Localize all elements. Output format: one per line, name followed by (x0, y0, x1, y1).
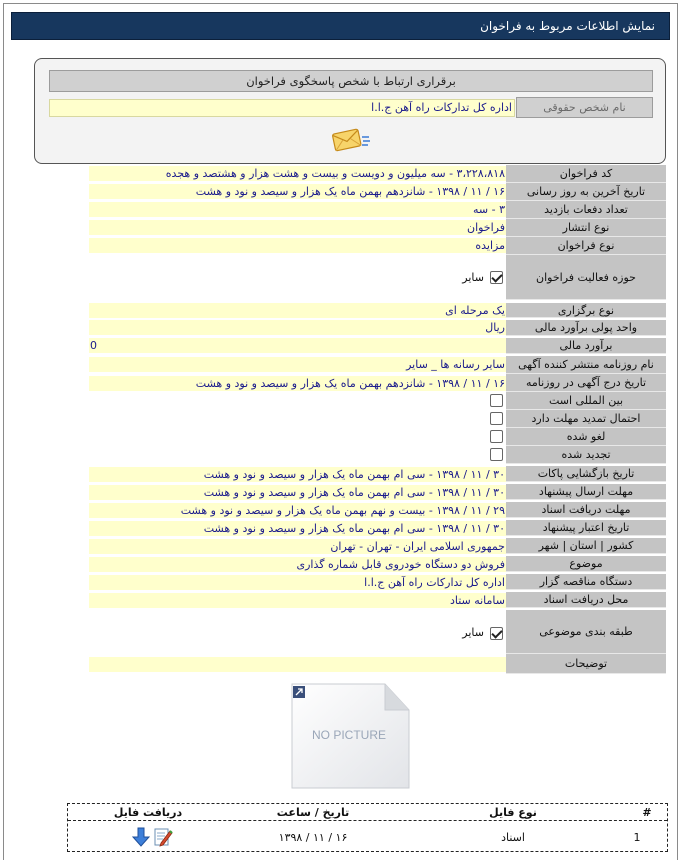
description-value (89, 657, 506, 672)
update-date-label: تاریخ آخرین به روز رسانی (506, 183, 666, 201)
doc-place-value: سامانه ستاد (89, 593, 506, 608)
row-international (0, 392, 681, 410)
row-renewed (0, 446, 681, 464)
row-visits (0, 201, 681, 219)
newspaper-value: سایر رسانه ها _ سایر (89, 357, 506, 372)
download-arrow-icon[interactable] (130, 826, 152, 848)
row-subject (0, 554, 681, 572)
doc-place-label: محل دریافت اسناد (506, 592, 666, 608)
doc-deadline-value: ۲۹ / ۱۱ / ۱۳۹۸ - بیست و نهم بهمن ماه یک هزار و سیصد و نود و هشت (89, 503, 506, 518)
table-row (68, 822, 667, 852)
row-category (0, 608, 681, 654)
offer-validity-label: تاریخ اعتبار پیشنهاد (506, 520, 666, 536)
call-type-value: مزایده (89, 238, 506, 253)
row-call-type (0, 237, 681, 255)
opening-date-value: ۳۰ / ۱۱ / ۱۳۹۸ - سی ام بهمن ماه یک هزار و سیصد و نود و هشت (89, 467, 506, 482)
offer-validity-value: ۳۰ / ۱۱ / ۱۳۹۸ - سی ام بهمن ماه یک هزار و سیصد و نود و هشت (89, 521, 506, 536)
row-datetime: ۱۶ / ۱۱ / ۱۳۹۸ (278, 830, 348, 844)
publish-type-label: نوع انتشار (506, 219, 666, 237)
header-datetime: تاریخ / ساعت (276, 805, 350, 819)
row-offer-validity (0, 518, 681, 536)
visits-label: تعداد دفعات بازدید (506, 201, 666, 219)
ad-date-label: تاریخ درج آگهی در روزنامه (506, 374, 666, 392)
category-checkbox[interactable] (490, 627, 503, 640)
row-location (0, 536, 681, 554)
row-newspaper (0, 354, 681, 374)
location-label: کشور | استان | شهر (506, 538, 666, 554)
subject-value: فروش دو دستگاه خودروی قابل شماره گذاری (89, 557, 506, 572)
row-publish-type (0, 219, 681, 237)
row-doc-deadline (0, 500, 681, 518)
category-label: طبقه بندی موضوعی (506, 610, 666, 654)
header-index: # (642, 805, 652, 819)
estimate-value: 0 (89, 338, 506, 353)
edit-note-icon[interactable] (152, 826, 174, 848)
activity-area-option: سایر (462, 271, 484, 284)
call-type-label: نوع فراخوان (506, 237, 666, 255)
row-doc-place (0, 590, 681, 608)
subject-label: موضوع (506, 556, 666, 572)
row-activity-area (0, 255, 681, 300)
row-index: 1 (633, 830, 641, 844)
row-description (0, 654, 681, 674)
legal-entity-value: اداره کل تدارکات راه آهن ج.ا.ا (49, 99, 515, 117)
contact-header: برقراری ارتباط با شخص پاسخگوی فراخوان (49, 70, 653, 92)
tender-org-label: دستگاه مناقصه گزار (506, 574, 666, 590)
location-value: جمهوری اسلامی ایران - تهران - تهران (89, 539, 506, 554)
cancelled-label: لغو شده (506, 428, 666, 446)
contact-panel (34, 58, 666, 164)
legal-entity-label: نام شخص حقوقی (516, 97, 653, 118)
row-estimate (0, 336, 681, 354)
newspaper-label: نام روزنامه منتشر کننده آگهی (506, 356, 666, 374)
holding-type-value: یک مرحله ای (89, 303, 506, 318)
activity-area-checkbox[interactable] (490, 271, 503, 284)
header-download: دریافت فایل (113, 805, 183, 819)
row-offer-deadline (0, 482, 681, 500)
page-title: نمایش اطلاعات مربوط به فراخوان (11, 12, 670, 40)
currency-value: ریال (89, 320, 506, 335)
envelope-icon[interactable] (331, 127, 371, 153)
update-date-value: ۱۶ / ۱۱ / ۱۳۹۸ - شانزدهم بهمن ماه یک هزار و سیصد و نود و هشت (89, 184, 506, 199)
activity-area-label: حوزه فعالیت فراخوان (506, 255, 666, 300)
offer-deadline-value: ۳۰ / ۱۱ / ۱۳۹۸ - سی ام بهمن ماه یک هزار و سیصد و نود و هشت (89, 485, 506, 500)
no-picture-text: NO PICTURE (311, 728, 387, 742)
opening-date-label: تاریخ بازگشایی پاکات (506, 466, 666, 482)
ad-date-value: ۱۶ / ۱۱ / ۱۳۹۸ - شانزدهم بهمن ماه یک هزار و سیصد و نود و هشت (89, 376, 506, 391)
row-extension (0, 410, 681, 428)
cancelled-checkbox[interactable] (490, 430, 503, 443)
category-option: سایر (462, 626, 484, 639)
row-holding-type (0, 300, 681, 318)
attachments-header (68, 804, 667, 821)
header-file-type: نوع فایل (489, 805, 537, 819)
estimate-label: برآورد مالی (506, 338, 666, 354)
offer-deadline-label: مهلت ارسال پیشنهاد (506, 484, 666, 500)
row-update-date (0, 183, 681, 201)
row-ad-date (0, 374, 681, 392)
tender-org-value: اداره کل تدارکات راه آهن ج.ا.ا (89, 575, 506, 590)
doc-deadline-label: مهلت دریافت اسناد (506, 502, 666, 518)
publish-type-value: فراخوان (89, 220, 506, 235)
international-checkbox[interactable] (490, 394, 503, 407)
extension-label: احتمال تمدید مهلت دارد (506, 410, 666, 428)
row-cancelled (0, 428, 681, 446)
international-label: بین المللی است (506, 392, 666, 410)
extension-checkbox[interactable] (490, 412, 503, 425)
code-value: ۳،۲۲۸،۸۱۸ - سه میلیون و دویست و بیست و هشت هزار و هشتصد و هجده (89, 166, 506, 181)
download-actions (126, 822, 178, 852)
attachments-table (67, 803, 668, 852)
visits-value: ۳ - سه (89, 202, 506, 217)
row-file-type: اسناد (501, 830, 525, 844)
currency-label: واحد پولی برآورد مالی (506, 320, 666, 336)
code-label: کد فراخوان (506, 165, 666, 183)
renewed-label: تجدید شده (506, 446, 666, 464)
row-currency (0, 318, 681, 336)
row-opening-date (0, 464, 681, 482)
row-tender-org (0, 572, 681, 590)
holding-type-label: نوع برگزاری (506, 303, 666, 318)
renewed-checkbox[interactable] (490, 448, 503, 461)
no-picture-placeholder (289, 682, 411, 790)
row-code (0, 165, 681, 183)
description-label: توضیحات (506, 654, 666, 674)
